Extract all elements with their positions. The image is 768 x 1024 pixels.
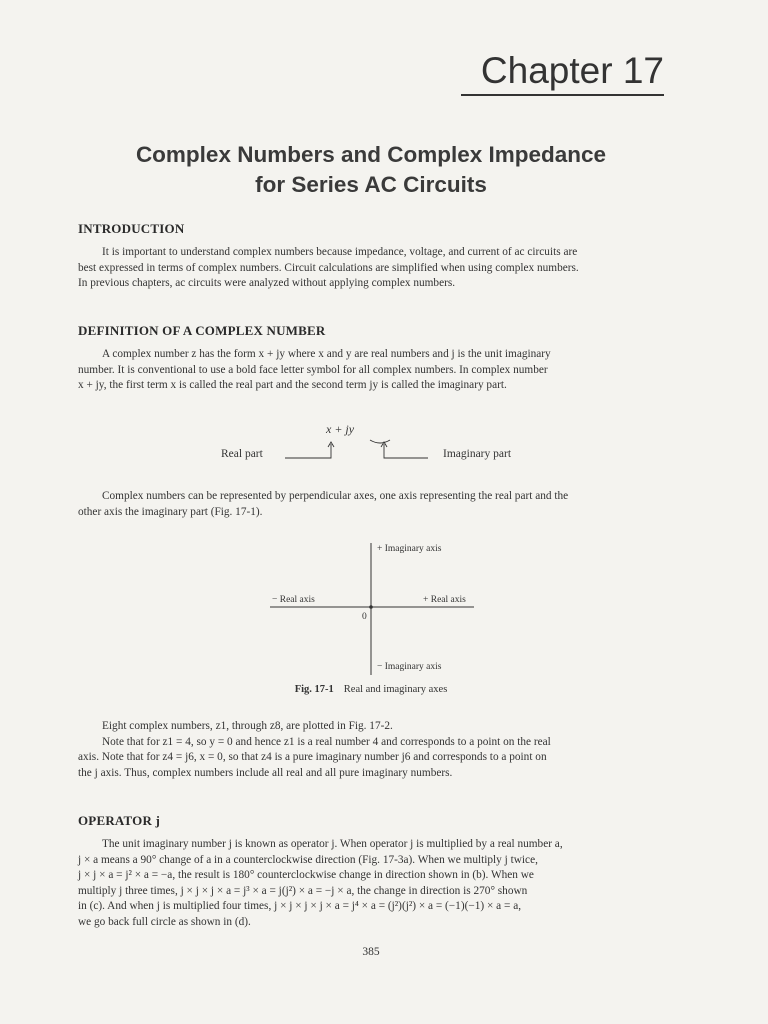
minus-real-axis-label: − Real axis <box>272 595 315 605</box>
axes-paragraph <box>78 489 668 520</box>
real-imaginary-arrows <box>270 436 440 464</box>
plus-real-axis-label: + Real axis <box>423 595 466 605</box>
real-part-label: Real part <box>221 448 263 460</box>
paragraph-line: A complex number z has the form x + jy where x and y are real numbers and j is the unit imaginary <box>102 348 551 360</box>
operator-paragraph <box>78 837 668 930</box>
minus-imaginary-axis-label: − Imaginary axis <box>377 662 442 672</box>
introduction-heading: INTRODUCTION <box>78 221 185 236</box>
definition-heading: DEFINITION OF A COMPLEX NUMBER <box>78 323 326 338</box>
paragraph-line: number. It is conventional to use a bold face letter symbol for all complex numbers. In complex number <box>78 363 548 376</box>
paragraph-line: In previous chapters, ac circuits were analyzed without applying complex numbers. <box>78 277 456 289</box>
figure-caption-text: Real and imaginary axes <box>343 684 448 695</box>
paragraph-line: x + jy, the first term x is called the real part and the second term jy is called the imaginary part. <box>78 379 507 391</box>
real-imaginary-axes-figure <box>268 540 478 680</box>
paragraph-line: Note that for z1 = 4, so y = 0 and hence z1 is a real number 4 and corresponds to a point on the real <box>102 735 551 748</box>
paragraph-line: Eight complex numbers, z1, through z8, are plotted in Fig. 17-2. <box>102 720 393 732</box>
paragraph-line: the j axis. Thus, complex numbers include all real and all pure imaginary numbers. <box>78 766 453 779</box>
paragraph-line: other axis the imaginary part (Fig. 17-1). <box>78 505 263 518</box>
paragraph-line: j × j × a = j² × a = −a, the result is 180° counterclockwise change in direction shown in (b). When we <box>78 869 534 881</box>
operator-heading: OPERATOR j <box>78 813 161 828</box>
paragraph-line: axis. Note that for z4 = j6, x = 0, so that z4 is a pure imaginary number j6 and corresponds to a point on <box>78 751 547 763</box>
chapter-title-line-1: Complex Numbers and Complex Impedance <box>135 142 607 167</box>
paragraph-line: It is important to understand complex numbers because impedance, voltage, and current of ac circuits are <box>102 246 578 258</box>
page-number: 385 <box>362 946 380 958</box>
imaginary-part-label: Imaginary part <box>443 448 512 460</box>
paragraph-line: we go back full circle as shown in (d). <box>78 915 251 928</box>
origin-point <box>369 605 373 609</box>
chapter-title-line-2: for Series AC Circuits <box>255 172 487 197</box>
plotted-numbers-paragraph <box>78 719 668 781</box>
paragraph-line: The unit imaginary number j is known as operator j. When operator j is multiplied by a real number a, <box>102 838 563 850</box>
origin-label: 0 <box>362 612 367 622</box>
definition-paragraph <box>78 347 668 394</box>
complex-expression: x + jy <box>326 422 355 436</box>
figure-caption <box>0 684 742 695</box>
paragraph-line: in (c). And when j is multiplied four times, j × j × j × j × a = j⁴ × a = (j²)(j²) × a = (−1)(−1) × a = a, <box>78 900 522 912</box>
paragraph-line: best expressed in terms of complex numbers. Circuit calculations are simplified when using complex numbers. <box>78 261 579 274</box>
paragraph-line: j × a means a 90° change of a in a counterclockwise direction (Fig. 17-3a). When we multiply j twice, <box>78 853 538 866</box>
paragraph-line: multiply j three times, j × j × j × a = j³ × a = j(j²) × a = −j × a, the change in direction is 270° shown <box>78 884 528 897</box>
chapter-label: Chapter 17 <box>461 50 664 96</box>
paragraph-line: Complex numbers can be represented by perpendicular axes, one axis representing the real part and the <box>102 490 569 502</box>
introduction-paragraph <box>78 245 668 292</box>
plus-imaginary-axis-label: + Imaginary axis <box>377 544 442 554</box>
figure-number: Fig. 17-1 <box>294 684 334 695</box>
